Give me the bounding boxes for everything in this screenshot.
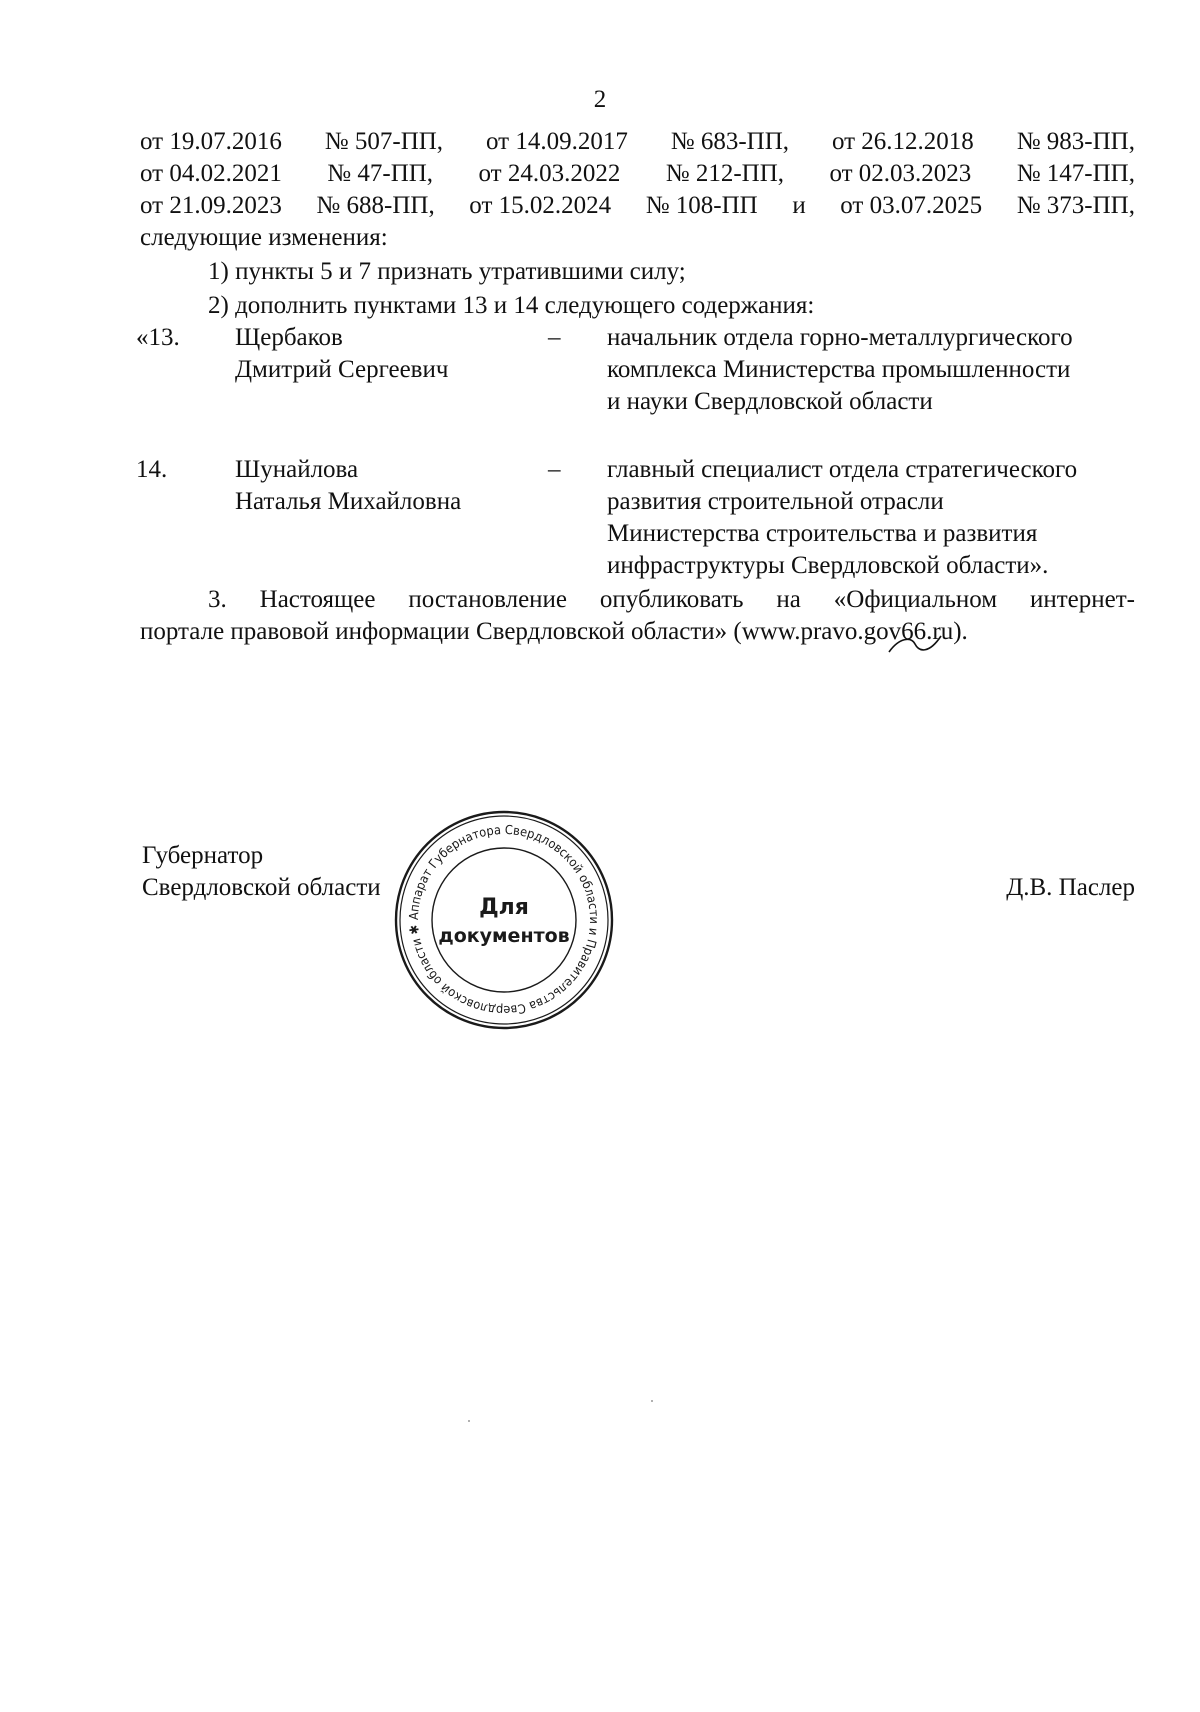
intro-line-1 [140, 126, 1135, 158]
entry-position-line: развития строительной отрасли [607, 488, 944, 515]
intro-token: от 26.12.2018 [831, 128, 974, 155]
intro-line-2 [140, 158, 1135, 190]
signature-title-line: Губернатор [142, 842, 264, 869]
intro-token: № 212-ПП, [665, 160, 785, 187]
entry-number: 14. [136, 456, 168, 483]
point-3-line-1: 3. Настоящее постановление опубликовать на «Официальном интернет- [208, 586, 1135, 613]
intro-token: № 983-ПП, [1016, 128, 1135, 155]
entry-position-line: комплекса Министерства промышленности [607, 356, 1071, 383]
entry-position-line: инфраструктуры Свердловской области». [607, 552, 1049, 579]
intro-token: от 04.02.2021 [140, 160, 282, 187]
signature-title [142, 840, 381, 904]
intro-token: № 373-ПП, [1016, 192, 1135, 219]
intro-tail: следующие изменения: [140, 224, 388, 251]
intro-token: № 47-ПП, [327, 160, 434, 187]
entry-dash: – [548, 324, 561, 351]
signature-name: Д.В. Паслер [1006, 874, 1135, 901]
intro-token: и [792, 192, 806, 219]
entry-position-line: начальник отдела горно-металлургического [607, 324, 1073, 351]
official-seal [392, 808, 616, 1032]
intro-token: № 688-ПП, [316, 192, 435, 219]
handwritten-mark [885, 632, 945, 658]
intro-token: от 14.09.2017 [485, 128, 628, 155]
seal-ring-text: Аппарат Губернатора Свердловской области и Правительства Свердловской области ✱ [405, 821, 603, 1019]
page-number: 2 [593, 86, 607, 113]
scan-speck [651, 1400, 653, 1402]
entry-given-name: Наталья Михайловна [235, 488, 462, 515]
entry-given-name: Дмитрий Сергеевич [235, 356, 449, 383]
intro-token: № 683-ПП, [670, 128, 790, 155]
intro-token: от 24.03.2022 [478, 160, 621, 187]
seal-inner-ring [432, 848, 576, 992]
intro-token: от 02.03.2023 [829, 160, 972, 187]
seal-outer-ring-inner [400, 816, 608, 1024]
intro-token: от 21.09.2023 [140, 192, 282, 219]
entry-surname: Щербаков [235, 324, 343, 351]
entry-position-line: главный специалист отдела стратегического [607, 456, 1078, 483]
scan-speck [468, 1420, 470, 1422]
item-2: 2) дополнить пунктами 13 и 14 следующего содержания: [208, 292, 815, 319]
entry-number: «13. [136, 324, 180, 351]
entry-position-line: Министерства строительства и развития [607, 520, 1038, 547]
entry-surname: Шунайлова [235, 456, 359, 483]
seal-center-line: Для [479, 895, 529, 920]
intro-token: № 507-ПП, [324, 128, 444, 155]
seal-outer-ring [396, 812, 612, 1028]
intro-token: от 15.02.2024 [469, 192, 612, 219]
signature-title-line: Свердловской области [142, 874, 381, 901]
item-1: 1) пункты 5 и 7 признать утратившими силу; [208, 258, 686, 285]
intro-token: от 03.07.2025 [840, 192, 983, 219]
seal-center-line: документов [438, 925, 570, 947]
intro-token: № 147-ПП, [1016, 160, 1135, 187]
intro-line-3 [140, 190, 1135, 222]
point-3-line-2: портале правовой информации Свердловской области» (www.pravo.gov66.ru). [140, 618, 968, 645]
intro-token: от 19.07.2016 [140, 128, 282, 155]
entry-position-line: и науки Свердловской области [607, 388, 933, 415]
intro-token: № 108-ПП [645, 192, 758, 219]
entry-dash: – [548, 456, 561, 483]
